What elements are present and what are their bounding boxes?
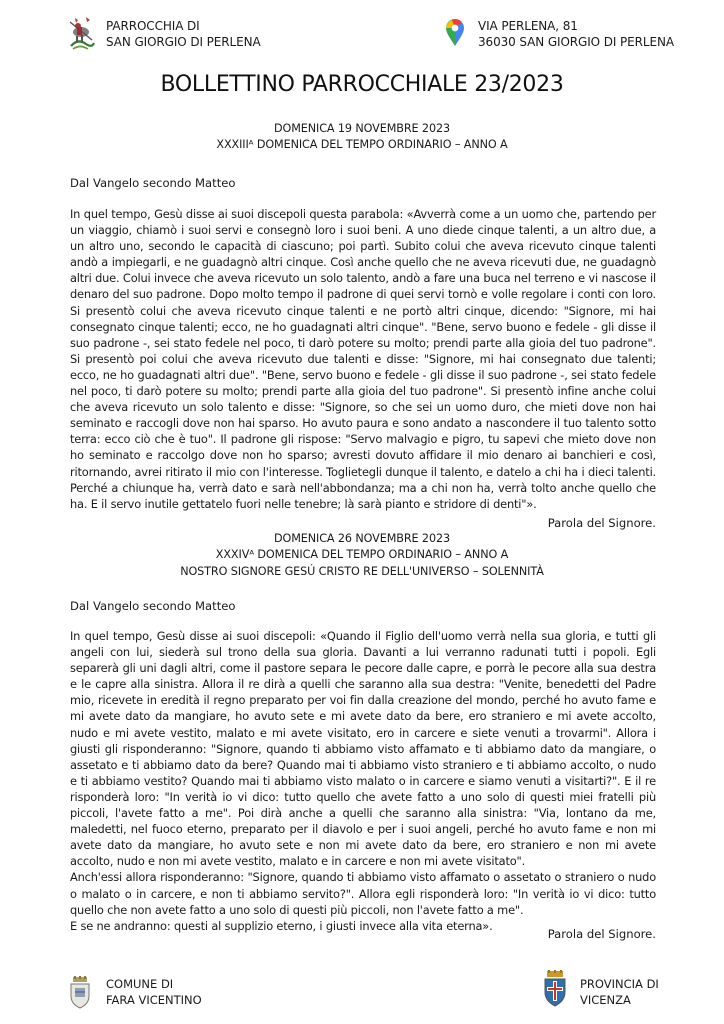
section1-gospel-intro: Dal Vangelo secondo Matteo xyxy=(70,176,236,190)
section2-closing: Parola del Signore. xyxy=(547,927,656,941)
section1-sunday: XXXIIIᴬ DOMENICA DEL TEMPO ORDINARIO – ANNO A xyxy=(216,138,508,151)
vicenza-province-crest-icon xyxy=(542,970,568,1008)
province-crest xyxy=(542,970,568,1008)
section2-gospel-intro: Dal Vangelo secondo Matteo xyxy=(70,599,236,613)
section1-closing: Parola del Signore. xyxy=(547,516,656,530)
comune-crest xyxy=(68,976,92,1010)
section2-feast: NOSTRO SIGNORE GESÚ CRISTO RE DELL'UNIVERSO – SOLENNITÀ xyxy=(180,565,544,578)
section2-gospel-paragraph: Anch'essi allora risponderanno: "Signore, quando ti abbiamo visto affamato o assetato o straniero o nudo o malato o in carcere, e non ti abbiamo servito?". Allora egli risponderà loro: "In verità io vi dico: tutto quello che non avete fatto a uno solo di questi più piccoli, non l'avete fatto a me". xyxy=(70,870,656,917)
section2-sunday: XXXIVᴬ DOMENICA DEL TEMPO ORDINARIO – ANNO A xyxy=(215,548,509,561)
parish-logo xyxy=(66,16,96,52)
section2-date: DOMENICA 26 NOVEMBRE 2023 xyxy=(273,532,451,545)
bulletin-title: BOLLETTINO PARROCCHIALE 23/2023 xyxy=(160,72,564,97)
comune-name: COMUNE DI FARA VICENTINO xyxy=(106,977,202,1007)
section2-gospel-text xyxy=(70,628,656,934)
section2-gospel-paragraph: E se ne andranno: questi al supplizio eterno, i giusti invece alla vita eterna». xyxy=(70,918,493,933)
map-pin-icon xyxy=(444,17,466,47)
section2-gospel-paragraph: In quel tempo, Gesù disse ai suoi discepoli: «Quando il Figlio dell'uomo verrà nella sua gloria, e tutti gli angeli con lui, siederà sul trono della sua gloria. Davanti a lui verranno radunati tutti i popoli. Egli separerà gli uni dagli altri, come il pastore separa le pecore dalle capre, e porrà le pecore alla sua destra e le capre alla sinistra. Allora il re dirà a quelli che saranno alla sua destra: "Venite, benedetti del Padre mio, ricevete in eredità il regno preparato per voi fin dalla creazione del mondo, perché ho avuto fame e mi avete dato da mangiare, ho avuto sete e mi avete dato da bere, ero straniero e mi avete accolto, nudo e mi avete vestito, malato e mi avete visitato, ero in carcere e siete venuti a trovarmi". Allora i giusti gli risponderanno: "Signore, quando ti abbiamo visto affamato e ti abbiamo dato da mangiare, o assetato e ti abbiamo dato da bere? Quando mai ti abbiamo visto straniero e ti abbiamo accolto, o nudo e ti abbiamo vestito? Quando mai ti abbiamo visto malato o in carcere e siamo venuti a visitarti?". E il re risponderà loro: "In verità io vi dico: tutto quello che avete fatto a uno solo di questi miei fratelli più piccoli, l'avete fatto a me". Poi dirà anche a quelli che saranno alla sinistra: "Via, lontano da me, maledetti, nel fuoco eterno, preparato per il diavolo e per i suoi angeli, perché ho avuto fame e non mi avete dato da mangiare, ho avuto sete e non mi avete dato da bere, ero straniero e non mi avete accolto, nudo e non mi avete vestito, malato e in carcere e non mi avete visitato". xyxy=(70,629,656,869)
fara-vicentino-crest-icon xyxy=(68,976,92,1010)
parish-name: PARROCCHIA DI SAN GIORGIO DI PERLENA xyxy=(106,19,261,49)
map-pin xyxy=(444,17,466,47)
province-name: PROVINCIA DI VICENZA xyxy=(580,977,659,1007)
section1-date: DOMENICA 19 NOVEMBRE 2023 xyxy=(273,122,451,135)
st-george-emblem-icon xyxy=(66,16,96,52)
section1-gospel-text xyxy=(70,206,656,512)
parish-address: VIA PERLENA, 81 36030 SAN GIORGIO DI PERLENA xyxy=(478,19,674,49)
section1-gospel-paragraph: In quel tempo, Gesù disse ai suoi discepoli questa parabola: «Avverrà come a un uomo che, partendo per un viaggio, chiamò i suoi servi e consegnò loro i suoi beni. A uno diede cinque talenti, a un altro due, a un altro uno, secondo le capacità di ciascuno; poi partì. Subito colui che aveva ricevuto cinque talenti andò a impiegarli, e ne guadagnò altri cinque. Così anche quello che ne aveva ricevuti due, ne guadagnò altri due. Colui invece che aveva ricevuto un solo talento, andò a fare una buca nel terreno e vi nascose il denaro del suo padrone. Dopo molto tempo il padrone di quei servi tornò e volle regolare i conti con loro. Si presentò colui che aveva ricevuto cinque talenti e ne portò altri cinque, dicendo: "Signore, mi hai consegnato cinque talenti; ecco, ne ho guadagnati altri cinque". "Bene, servo buono e fedele - gli disse il suo padrone -, sei stato fedele nel poco, ti darò potere su molto; prendi parte alla gioia del tuo padrone". Si presentò poi colui che aveva ricevuto due talenti e disse: "Signore, mi hai consegnato due talenti; ecco, ne ho guadagnati altri due". "Bene, servo buono e fedele - gli disse il suo padrone -, sei stato fedele nel poco, ti darò potere su molto; prendi parte alla gioia del tuo padrone". Si presentò infine anche colui che aveva ricevuto un solo talento e disse: "Signore, so che sei un uomo duro, che mieti dove non hai seminato e raccogli dove non hai sparso. Ho avuto paura e sono andato a nascondere il tuo talento sotto terra: ecco ciò che è tuo". Il padrone gli rispose: "Servo malvagio e pigro, tu sapevi che mieto dove non ho seminato e raccolgo dove non ho sparso; avresti dovuto affidare il mio denaro ai banchieri e così, ritornando, avrei ritirato il mio con l'interesse. Toglietegli dunque il talento, e datelo a chi ha i dieci talenti. Perché a chiunque ha, verrà dato e sarà nell'abbondanza; ma a chi non ha, verrà tolto anche quello che ha. E il servo inutile gettatelo fuori nelle tenebre; là sarà pianto e stridore di denti"». xyxy=(70,207,656,511)
